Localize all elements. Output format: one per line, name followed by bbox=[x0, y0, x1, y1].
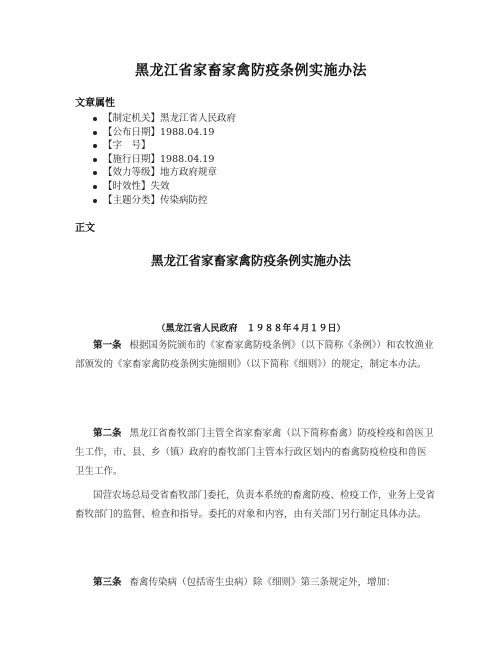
bullet-icon bbox=[93, 117, 97, 121]
attribute-item: 【主题分类】传染病防控 bbox=[93, 194, 236, 208]
attribute-item: 【效力等级】地方政府规章 bbox=[93, 166, 236, 180]
paragraph-text: 根据国务院颁布的《家畜家禽防疫条例》（以下简称《条例》）和农牧渔业部颁发的《家畜家禽防疫条例实施细则》（以下简称《细则》）的规定，制定本办法。 bbox=[75, 340, 434, 370]
body-heading: 正文 bbox=[75, 223, 95, 234]
paragraph-text: 国营农场总局受省畜牧部门委托，负责本系统的畜禽防疫、检疫工作，业务上受省畜牧部门的监督、检查和指导。委托的对象和内容，由有关部门另行制定具体办法。 bbox=[75, 490, 436, 520]
article-number: 第一条 bbox=[93, 340, 122, 351]
article-number: 第二条 bbox=[93, 428, 122, 439]
attribute-item: 【公布日期】1988.04.19 bbox=[93, 126, 236, 140]
bullet-icon bbox=[93, 131, 97, 135]
body-title: 黑龙江省家畜家禽防疫条例实施办法 bbox=[150, 253, 351, 268]
article-paragraph bbox=[75, 336, 435, 374]
bullet-icon bbox=[93, 144, 97, 148]
attributes-list bbox=[93, 112, 236, 207]
document-title: 黑龙江省家畜家禽防疫条例实施办法 bbox=[135, 63, 367, 79]
article-number: 第三条 bbox=[93, 577, 122, 588]
paragraph-text: 畜禽传染病（包括寄生虫病）除《细则》第三条规定外，增加： bbox=[129, 577, 396, 588]
article-paragraph bbox=[75, 424, 435, 481]
paragraph-text: 黑龙江省畜牧部门主管全省家畜家禽（以下简称畜禽）防疫检疫和兽医卫生工作，市、县、乡（镇）政府的畜牧部门主管本行政区划内的畜禽防疫检疫和兽医卫生工作。 bbox=[75, 428, 434, 477]
attribute-item: 【时效性】失效 bbox=[93, 180, 236, 194]
bullet-icon bbox=[93, 158, 97, 162]
attribute-item: 【制定机关】黑龙江省人民政府 bbox=[93, 112, 236, 126]
article-paragraph bbox=[75, 573, 435, 592]
bullet-icon bbox=[93, 185, 97, 189]
bullet-icon bbox=[93, 199, 97, 203]
issuer-line: （黑龙江省人民政府 １９８８年４月１９日） bbox=[156, 324, 346, 334]
attributes-heading: 文章属性 bbox=[75, 98, 115, 109]
attribute-item: 【字 号】 bbox=[93, 139, 236, 153]
attribute-item: 【施行日期】1988.04.19 bbox=[93, 153, 236, 167]
bullet-icon bbox=[93, 171, 97, 175]
paragraph bbox=[75, 486, 435, 524]
